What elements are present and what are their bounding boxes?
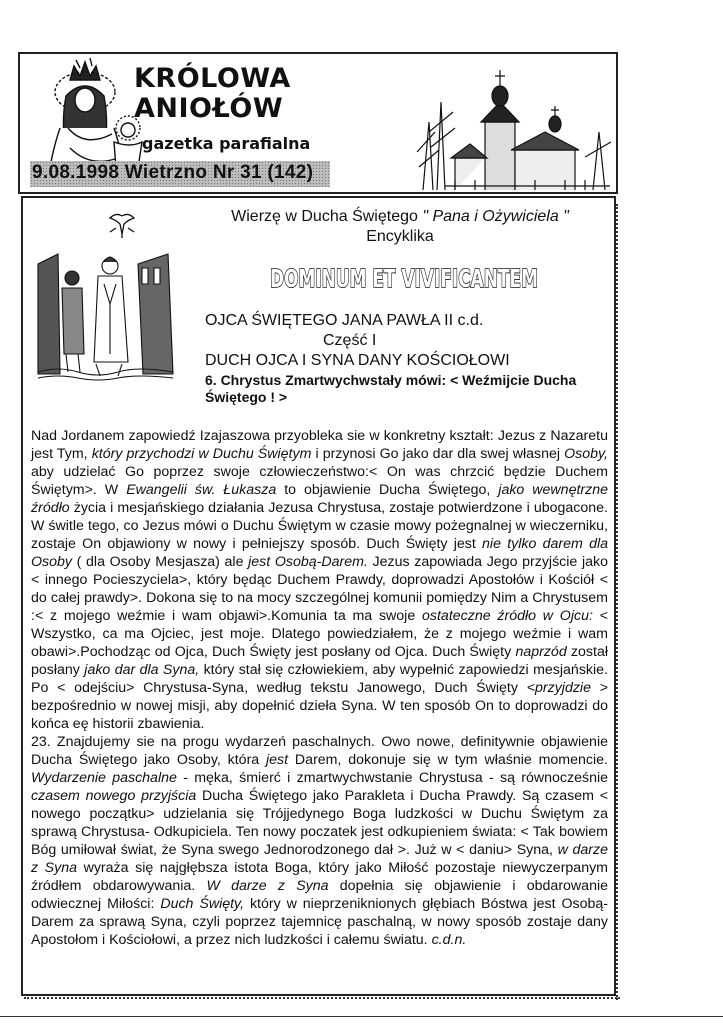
- italic-run: jest: [266, 752, 289, 768]
- text-run: - męka, śmierć i zmartwychwstanie Chrystusa - są równocześnie: [176, 770, 609, 786]
- italic-run: jako wewnętrzne źródło: [31, 482, 609, 516]
- italic-run: w darze z Syna: [31, 842, 608, 876]
- heading-line-2: Encyklika: [366, 228, 434, 245]
- italic-run: W darze z Syna: [206, 878, 329, 894]
- article-heading: [190, 207, 610, 247]
- text-run: to objawienie Ducha Świętego,: [276, 482, 499, 498]
- text-run: i przynosi Go jako dar dla swej własnej: [311, 446, 565, 462]
- encyclical-title-banner: [268, 262, 540, 294]
- issue-date-number: 9.08.1998 Wietrzno Nr 31 (142): [32, 162, 314, 183]
- text-run: Jezus zapowiada Jego przyjście jako < innego Pocieszyciela>, który będąc Duchem Prawdy, doprowadzi Apostołów i Kościół < do całej prawdy>. Dokona się to na mocy szczególnej komunii pomiędzy Nim a Chrystusem :< z mojego weźmie i wam objawi>.Komunia ta ma swoje: [31, 554, 608, 624]
- italic-run: <przyjdzie: [526, 680, 591, 696]
- article-body: [31, 427, 608, 949]
- italic-run: naprzód: [515, 644, 567, 660]
- heading-quote: " Pana i Ożywiciela ": [422, 208, 569, 225]
- title-line-2: ANIOŁÓW: [134, 93, 284, 124]
- italic-run: Wydarzenie paschalne: [31, 770, 177, 786]
- page-bottom-rule: [0, 1016, 723, 1019]
- text-run: 23. Znajdujemy sie na progu wydarzeń paschalnych. Owo nowe, definitywnie objawienie Ducha Świętego jako Osoby, która: [31, 734, 608, 768]
- text-run: Darem, dokonuje się w tym właśnie momencie.: [288, 752, 608, 768]
- italic-run: czasem nowego przyjścia: [31, 788, 197, 804]
- masthead-title: [134, 64, 291, 124]
- italic-run: Duch Święty,: [160, 896, 245, 912]
- masthead: [18, 52, 618, 194]
- text-run: życia i mesjańskiego działania Jezusa Chrystusa, zostaje potwierdzone i ubogacone. W świtle tego, co Jezus mówi o Duchu Świętym w czasie mowy pożegnalnej w wieczerniku, zostaje On objawiony w nowy i pełniejszy sposób. Duch Święty jest: [31, 500, 608, 552]
- italic-run: jest Osobą-Darem.: [248, 554, 368, 570]
- italic-run: c.d.n.: [431, 932, 467, 948]
- italic-run: który przychodzi w Duchu Świętym: [91, 446, 312, 462]
- heading-text: Wierzę w Ducha Świętego: [231, 208, 423, 225]
- text-run: który stał się człowiekiem, aby wypełnić zapowiedzi mesjańskie. Po < odejściu> Chrystusa-Syna, według tekstu Janowego, Duch Święty: [31, 662, 608, 696]
- section-part: Część I: [323, 332, 377, 349]
- text-run: Ducha Świętego jako Parakleta i Ducha Prawdy. Są czasem < nowego początku> udzielania się Trójjedynego Boga ludzkości w Duchu Świętym za sprawą Chrystusa- Odkupiciela. Ten nowy poczatek jest odkupieniem świata: < Tak bowiem Bóg umiłował świat, że Syna swego Jednorodzonego dał >. Już w < daniu> Syna,: [31, 788, 608, 858]
- italic-run: Ewangelii św. Łukasza: [126, 482, 277, 498]
- text-run: który w nieprzeniknionych głębiach Bóstwa jest Osobą-Darem za sprawą Syna, czyli poprzez tajemnicę paschalną, w nowy sposób zostaje dany Apostołom i Kościołowi, a przez nich ludzkości i całemu światu.: [31, 896, 608, 948]
- italic-run: nie tylko darem dla Osoby: [31, 536, 609, 570]
- dove-icon: [104, 210, 140, 240]
- frame-shadow-bottom: [24, 997, 620, 1001]
- paragraph-2: [31, 733, 608, 949]
- title-line-1: KRÓLOWA: [134, 63, 291, 94]
- section-author: OJCA ŚWIĘTEGO JANA PAWŁA II c.d.: [205, 312, 484, 329]
- chapter-heading: 6. Chrystus Zmartwychwstały mówi: < Weźmijcie Ducha Świętego ! >: [205, 372, 577, 405]
- christ-baptism-illustration: [38, 244, 173, 384]
- italic-run: Osoby,: [564, 446, 609, 462]
- heading-line-1: [190, 207, 610, 227]
- wooden-church-image: [415, 62, 615, 190]
- text-run: < Wszystko, ca ma Ojciec, jest moje. Dlatego powiedziałem, że z mojego weźmie i wam obawi>.Pochodząc od Ojca, Duch Święty jest posłany od Ojca. Duch Święty: [31, 608, 608, 660]
- frame-shadow-right: [616, 204, 622, 1000]
- italic-run: ostateczne źródło w Ojcu:: [422, 608, 593, 624]
- text-run: > bezpośrednio w nowej misji, aby dopełnić dzieła Syna. W ten sposób On to doprowadzi do końca eę historii zbawienia.: [31, 680, 608, 732]
- italic-run: jako dar dla Syna,: [84, 662, 200, 678]
- section-heading: [205, 311, 610, 371]
- text-run: ( dla Osoby Mesjasza) ale: [72, 554, 249, 570]
- text-run: Nad Jordanem zapowiedź Izajaszowa przyobleka sie w konkretny kształt: Jezus z Nazaretu jest Tym,: [31, 428, 608, 462]
- paragraph-1: [31, 427, 608, 733]
- banner-text: DOMINUM ET VIVIFICANTEM: [270, 264, 538, 293]
- text-run: dopełnia się objawienie i obdarowanie odwiecznej Miłości:: [31, 878, 609, 912]
- section-title: DUCH OJCA I SYNA DANY KOŚCIOŁOWI: [205, 352, 510, 369]
- text-run: aby udzielać Go poprzez swoje człowieczeństwo:< On was chrzcić będzie Duchem Świętym>. W: [31, 464, 608, 498]
- text-run: wyraża się najgłębsza istota Boga, który jako Miłość pozostaje niewyczerpanym źródłem obdarowywania.: [31, 860, 608, 894]
- text-run: został posłany: [31, 644, 608, 678]
- masthead-subtitle: gazetka parafialna: [142, 134, 311, 153]
